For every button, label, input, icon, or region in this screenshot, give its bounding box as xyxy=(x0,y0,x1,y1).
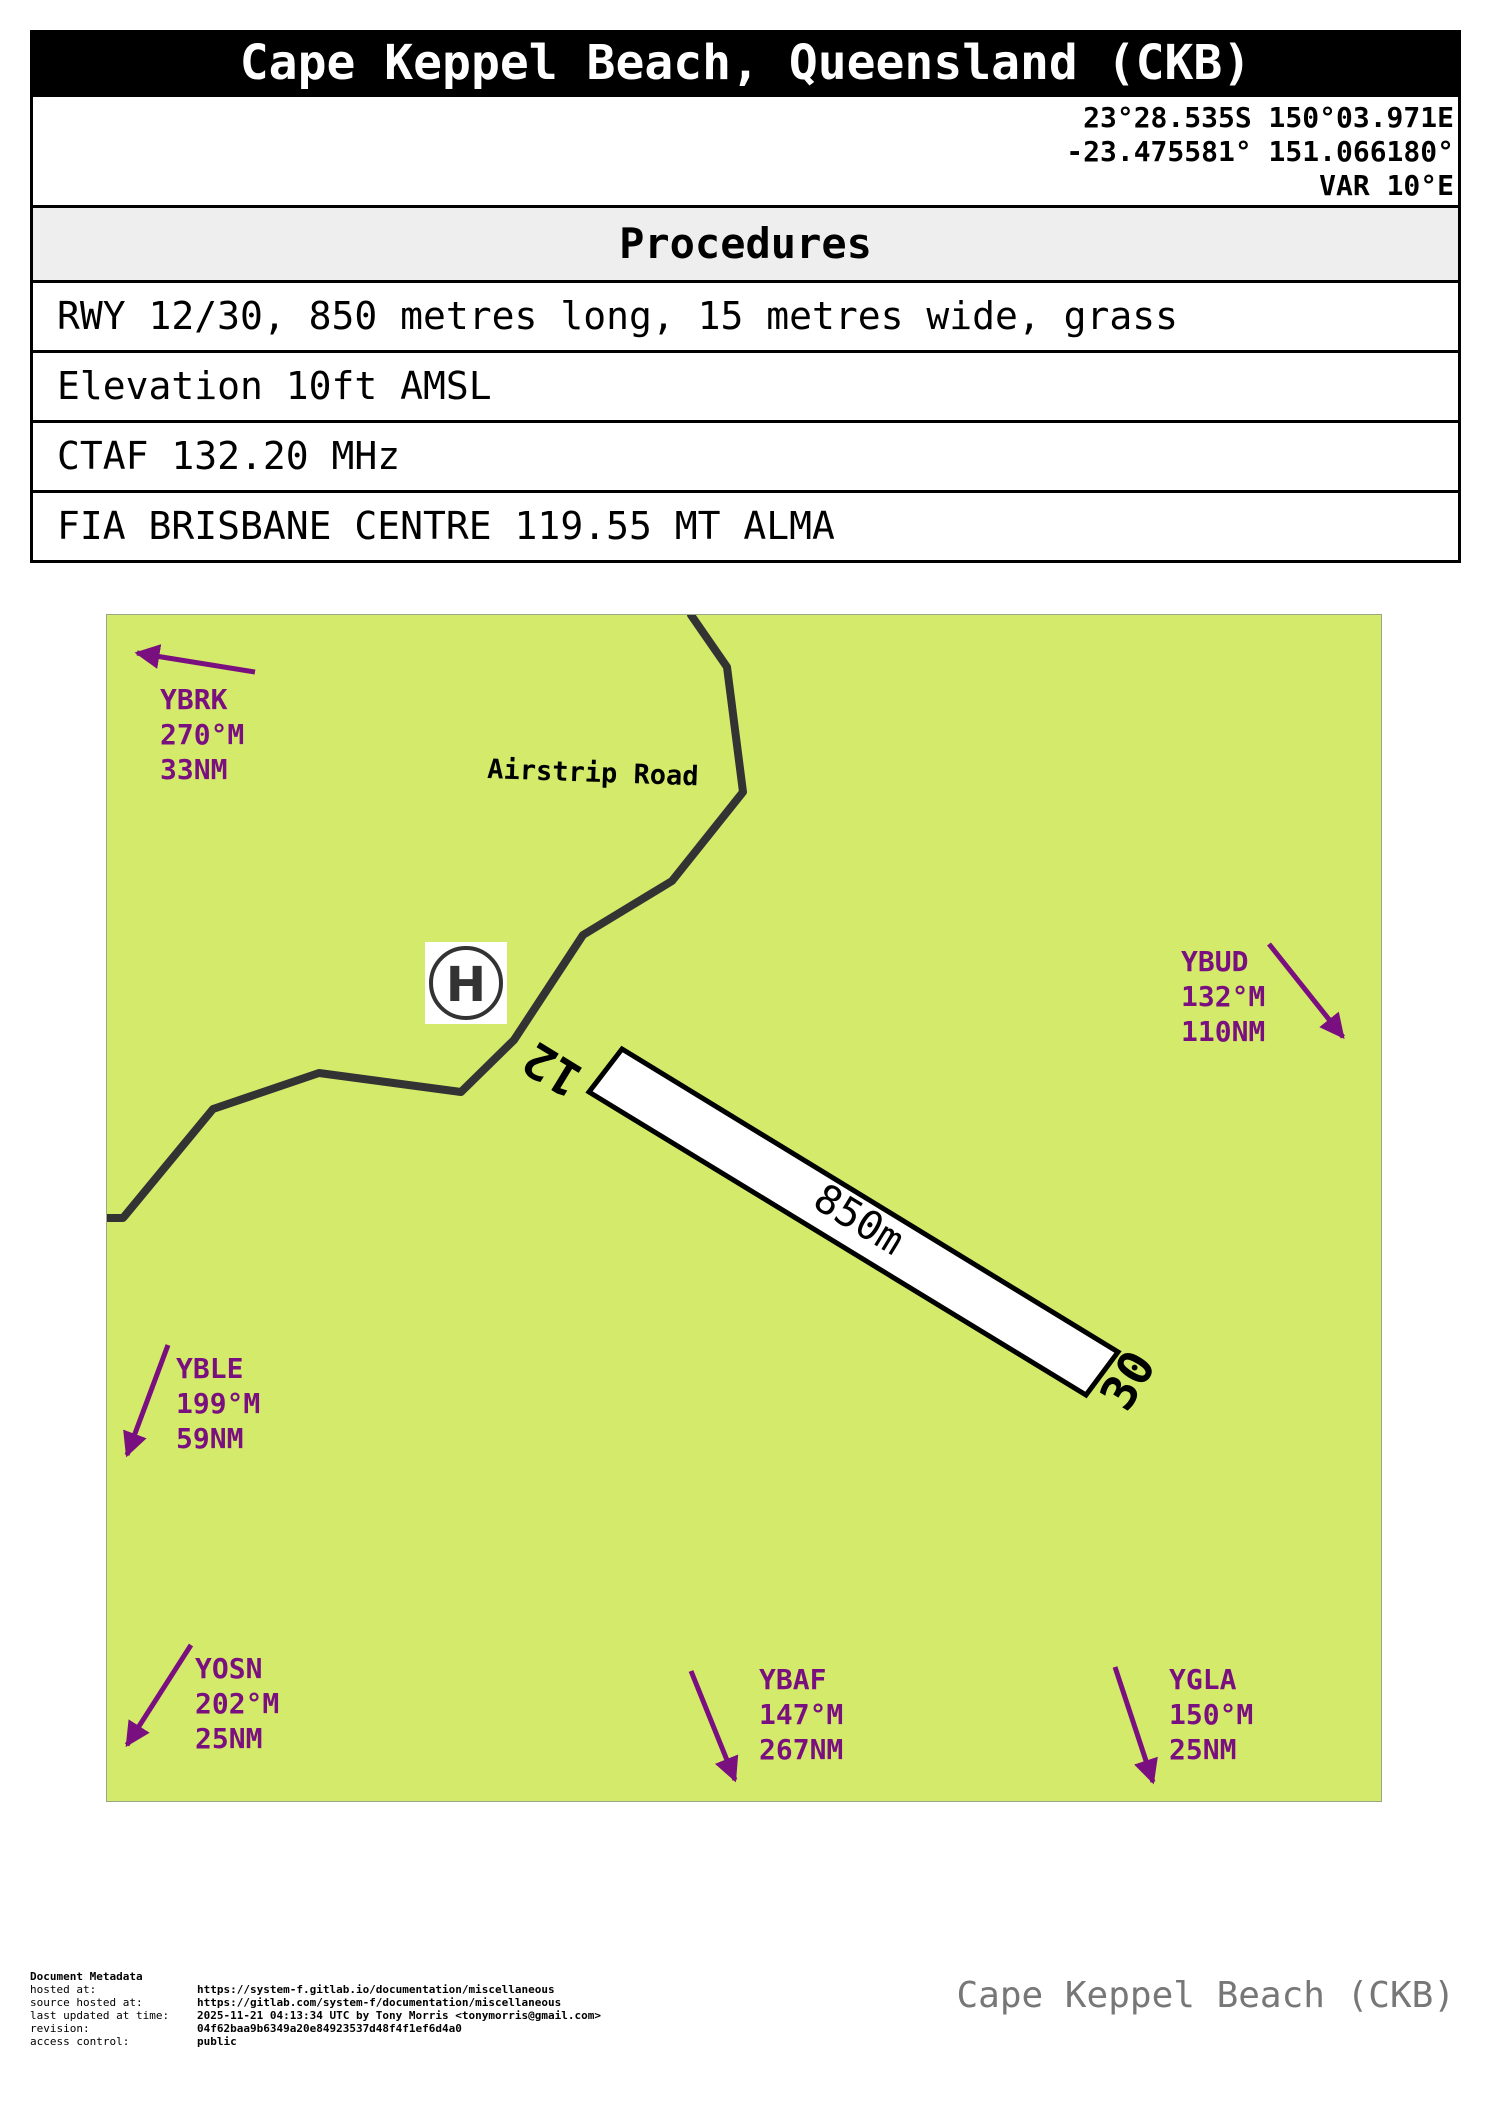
metadata-row: source hosted at: https://gitlab.com/system-f/documentation/miscellaneous xyxy=(30,1996,562,2009)
arrow-ygla xyxy=(1115,1667,1153,1782)
waypoint-yosn: YOSN 202°M 25NM xyxy=(195,1652,280,1755)
helipad-h-icon xyxy=(425,942,507,1024)
magnetic-variation: VAR 10°E xyxy=(1319,169,1454,202)
runway-end-12-label: 12 xyxy=(513,1029,592,1108)
metadata-title: Document Metadata xyxy=(30,1970,143,1983)
procedure-runway: RWY 12/30, 850 metres long, 15 metres wide, grass xyxy=(33,280,1458,350)
runway-length-label: 850m xyxy=(805,1175,912,1265)
coordinates-decimal: -23.475581° 151.066180° xyxy=(1066,135,1454,168)
procedure-ctaf: CTAF 132.20 MHz xyxy=(33,420,1458,490)
procedures-heading: Procedures xyxy=(33,205,1458,280)
footer-airport-name: Cape Keppel Beach (CKB) xyxy=(956,1975,1455,2016)
waypoint-yble: YBLE 199°M 59NM xyxy=(176,1352,261,1455)
procedure-fia: FIA BRISBANE CENTRE 119.55 MT ALMA xyxy=(33,490,1458,560)
aerodrome-map xyxy=(106,614,1382,1802)
coordinates-block xyxy=(33,94,1458,205)
waypoint-ybud: YBUD 132°M 110NM xyxy=(1181,945,1266,1048)
arrow-yosn xyxy=(127,1645,191,1745)
coordinates-dms: 23°28.535S 150°03.971E xyxy=(1083,101,1454,134)
runway-end-30-label: 30 xyxy=(1089,1341,1168,1420)
metadata-row: hosted at: https://system-f.gitlab.io/documentation/miscellaneous xyxy=(30,1983,555,1996)
hosted-at-link[interactable]: https://system-f.gitlab.io/documentation/miscellaneous xyxy=(197,1983,555,1996)
waypoint-ybrk: YBRK 270°M 33NM xyxy=(160,683,245,786)
waypoint-ybaf: YBAF 147°M 267NM xyxy=(759,1663,844,1766)
metadata-row: revision: 04f62baa9b6349a20e84923537d48f4f1ef6d4a0 xyxy=(30,2022,462,2035)
waypoint-arrows xyxy=(127,653,1343,1782)
arrow-ybaf xyxy=(691,1671,735,1780)
page-title: Cape Keppel Beach, Queensland (CKB) xyxy=(33,33,1458,94)
svg-text:H: H xyxy=(445,957,487,1013)
road-label: Airstrip Road xyxy=(486,754,700,793)
metadata-row: last updated at time: 2025-11-21 04:13:34 UTC by Tony Morris <tonymorris@gmail.com> xyxy=(30,2009,601,2022)
map-canvas xyxy=(107,615,1381,1801)
procedure-elevation: Elevation 10ft AMSL xyxy=(33,350,1458,420)
runway xyxy=(513,1030,1167,1420)
airport-info-table xyxy=(30,30,1461,563)
source-link[interactable]: https://gitlab.com/system-f/documentation/miscellaneous xyxy=(197,1996,562,2009)
metadata-row: access control: public xyxy=(30,2035,237,2048)
waypoint-ygla: YGLA 150°M 25NM xyxy=(1169,1663,1254,1766)
arrow-yble xyxy=(127,1345,168,1455)
document-metadata xyxy=(30,1970,601,2048)
arrow-ybrk xyxy=(137,653,255,672)
